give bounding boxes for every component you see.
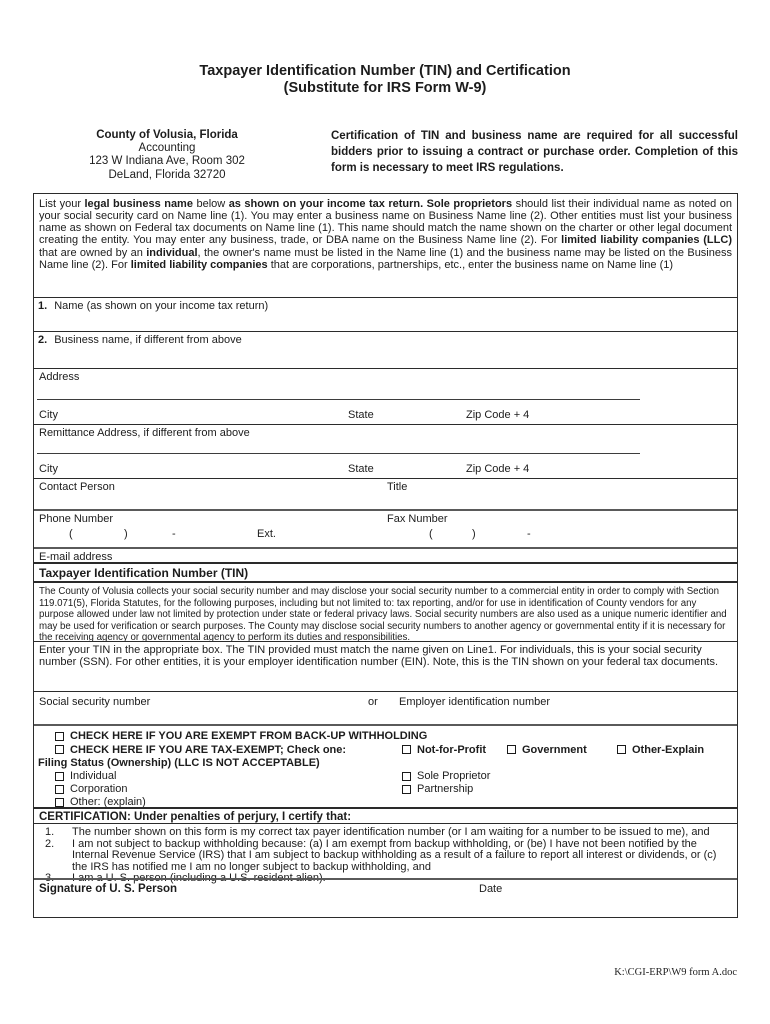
state-label: State	[348, 409, 374, 421]
government-option	[507, 743, 587, 756]
zip-label: Zip Code + 4	[466, 409, 530, 421]
phone-format-line	[34, 528, 737, 541]
footer-file-path: K:\CGI-ERP\W9 form A.doc	[614, 967, 737, 978]
or-label: or	[368, 696, 378, 708]
remit-city-label: City	[39, 463, 58, 475]
not-for-profit-label: Not-for-Profit	[417, 743, 487, 756]
phone-open-paren: (	[69, 528, 73, 540]
name-field-number: 1.	[38, 300, 48, 312]
page-title-line1: Taxpayer Identification Number (TIN) and Certification	[199, 63, 571, 79]
remittance-city-state-zip	[34, 463, 737, 476]
phone-number-label: Phone Number	[39, 513, 113, 525]
certification-note: Certification of TIN and business name are required for all successful bidders prior to issuing a contract or purchase order. Completion of this form is necessary to meet IRS regulations.	[331, 130, 738, 174]
certification-item-3-text: I am a U. S. person (including a U.S. resident alien).	[72, 872, 326, 885]
contact-person-label: Contact Person	[39, 481, 115, 493]
certification-item-2-number: 2.	[45, 837, 55, 850]
org-street: 123 W Indiana Ave, Room 302	[89, 155, 245, 168]
certification-heading: CERTIFICATION: Under penalties of perjury, I certify that:	[34, 807, 737, 823]
email-field[interactable]	[34, 547, 737, 562]
fax-dash: -	[527, 528, 531, 540]
partnership-option	[402, 783, 473, 796]
exemption-filing-section	[34, 724, 737, 807]
phone-dash: -	[172, 528, 176, 540]
other-filing-checkbox[interactable]	[55, 798, 64, 807]
title-label: Title	[387, 481, 408, 493]
phone-close-paren: )	[124, 528, 128, 540]
header	[33, 129, 738, 182]
individual-checkbox[interactable]	[55, 772, 64, 781]
org-dept: Accounting	[138, 142, 196, 155]
certification-item-2	[38, 839, 733, 874]
contact-person-field[interactable]	[34, 478, 737, 509]
certification-item-3-number: 3.	[45, 872, 55, 885]
city-label: City	[39, 409, 58, 421]
ssn-label: Social security number	[39, 696, 151, 708]
phone-fax-field[interactable]	[34, 509, 737, 547]
remit-zip-label: Zip Code + 4	[466, 463, 530, 475]
address-city-state-zip	[34, 409, 737, 422]
org-address-block	[33, 129, 301, 182]
business-name-number: 2.	[38, 334, 48, 346]
signature-label: Signature of U. S. Person	[39, 883, 178, 895]
corporation-label: Corporation	[70, 783, 128, 796]
address-field[interactable]	[34, 368, 737, 424]
partnership-checkbox[interactable]	[402, 785, 411, 794]
not-for-profit-checkbox[interactable]	[402, 745, 411, 754]
email-label: E-mail address	[39, 551, 113, 563]
phone-ext-label: Ext.	[257, 528, 276, 540]
certification-item-1-number: 1.	[45, 826, 55, 838]
tin-section-title: Taxpayer Identification Number (TIN)	[34, 562, 737, 581]
sole-proprietor-option	[402, 770, 490, 783]
name-field-label: Name (as shown on your income tax return)	[54, 300, 269, 312]
sole-proprietor-checkbox[interactable]	[402, 772, 411, 781]
other-explain-label: Other-Explain	[632, 743, 705, 756]
org-name: County of Volusia, Florida	[96, 129, 238, 141]
other-explain-checkbox[interactable]	[617, 745, 626, 754]
partnership-label: Partnership	[417, 783, 474, 796]
business-name-label: Business name, if different from above	[54, 334, 242, 346]
government-label: Government	[522, 743, 587, 756]
page-title	[0, 63, 770, 96]
corporation-checkbox[interactable]	[55, 785, 64, 794]
intro-paragraph: List your legal business name below as shown on your income tax return. Sole proprietors should list their individual name as noted on your social security card on Name line (1). You may enter a business name on Business Name line (2). Other entities must list your business name as shown on Federal tax documents on Name line (1). This name should match the name shown on the charter or other legal document creating the entity. You may enter any business, trade, or DBA name on the Business Name line (2). For limited liability companies (LLC) that are owned by an individual, the owner's name must be listed in the Name line (1) and the business name may be listed on the Business Name line (2). For limited liability companies that are corporations, partnerships, etc., enter the business name on Name line (1)	[39, 198, 732, 271]
filing-status-label: Filing Status (Ownership) (LLC IS NOT ACCEPTABLE)	[38, 756, 320, 769]
certification-items	[34, 823, 737, 885]
tax-exempt-checkbox[interactable]	[55, 745, 64, 754]
page-title-line2: (Substitute for IRS Form W-9)	[283, 79, 487, 96]
ssn-privacy-paragraph: The County of Volusia collects your social security number and may disclose your social security number to a commercial entity in order to comply with Section 119.071(5), Florida Statutes, for the following purposes, including but not limited to: tax reporting, and/or for use in identification of County vendors for any purpose allowed under law not limited by protection under state or federal privacy laws. Social security numbers are also used as a unique numeric identifier and may be used for verification or search purposes. The County may disclose social security numbers to another agency or governmental entity if it is necessary for the receiving agency or governmental agency to perform its duties and responsibilities.	[34, 581, 737, 641]
signature-field[interactable]	[34, 878, 737, 917]
certification-item-1	[38, 827, 733, 839]
remittance-label: Remittance Address, if different from above	[39, 427, 250, 439]
org-city: DeLand, Florida 32720	[108, 168, 226, 181]
backup-withholding-label: CHECK HERE IF YOU ARE EXEMPT FROM BACK-UP WITHHOLDING	[70, 730, 428, 743]
tax-exempt-label: CHECK HERE IF YOU ARE TAX-EXEMPT; Check one:	[70, 743, 347, 756]
form-table	[33, 193, 738, 918]
other-filing-label: Other: (explain)	[70, 796, 146, 809]
backup-withholding-row	[55, 730, 733, 743]
certification-item-2-text: I am not subject to backup withholding because: (a) I am exempt from backup withholding, or (be) I have not been notified by the Internal Revenue Service (IRS) that I am subject to backup withholding as a result of a failure to report all interest or dividends, or (c) the IRS has notified me I am no longer subject to backup withholding, and	[72, 837, 717, 873]
certification-item-1-text: The number shown on this form is my correct tax payer identification number (or I am waiting for a number to be issued to me), and	[72, 826, 710, 838]
other-explain-option	[617, 743, 704, 756]
sole-proprietor-label: Sole Proprietor	[417, 769, 491, 782]
name-field[interactable]	[34, 297, 737, 331]
address-fill-line[interactable]	[37, 399, 640, 400]
fax-number-label: Fax Number	[387, 513, 448, 525]
remittance-fill-line[interactable]	[37, 453, 640, 454]
tax-exempt-row	[55, 743, 733, 756]
address-label: Address	[39, 371, 80, 383]
ein-label: Employer identification number	[399, 696, 551, 708]
not-for-profit-option	[402, 743, 486, 756]
date-label: Date	[479, 883, 503, 895]
tin-instructions-paragraph: Enter your TIN in the appropriate box. The TIN provided must match the name given on Line1. For individuals, this is your social security number (SSN). For other entities, it is your employer identification number (EIN). Note, this is the TIN shown on your federal tax documents.	[34, 641, 737, 691]
business-name-field[interactable]	[34, 331, 737, 368]
individual-label: Individual	[70, 769, 117, 782]
filing-row-1	[55, 770, 733, 783]
filing-row-2	[55, 783, 733, 796]
fax-close-paren: )	[472, 528, 476, 540]
fax-open-paren: (	[429, 528, 433, 540]
remittance-address-field[interactable]	[34, 424, 737, 478]
remit-state-label: State	[348, 463, 374, 475]
backup-withholding-checkbox[interactable]	[55, 732, 64, 741]
ssn-ein-field[interactable]	[34, 691, 737, 724]
government-checkbox[interactable]	[507, 745, 516, 754]
